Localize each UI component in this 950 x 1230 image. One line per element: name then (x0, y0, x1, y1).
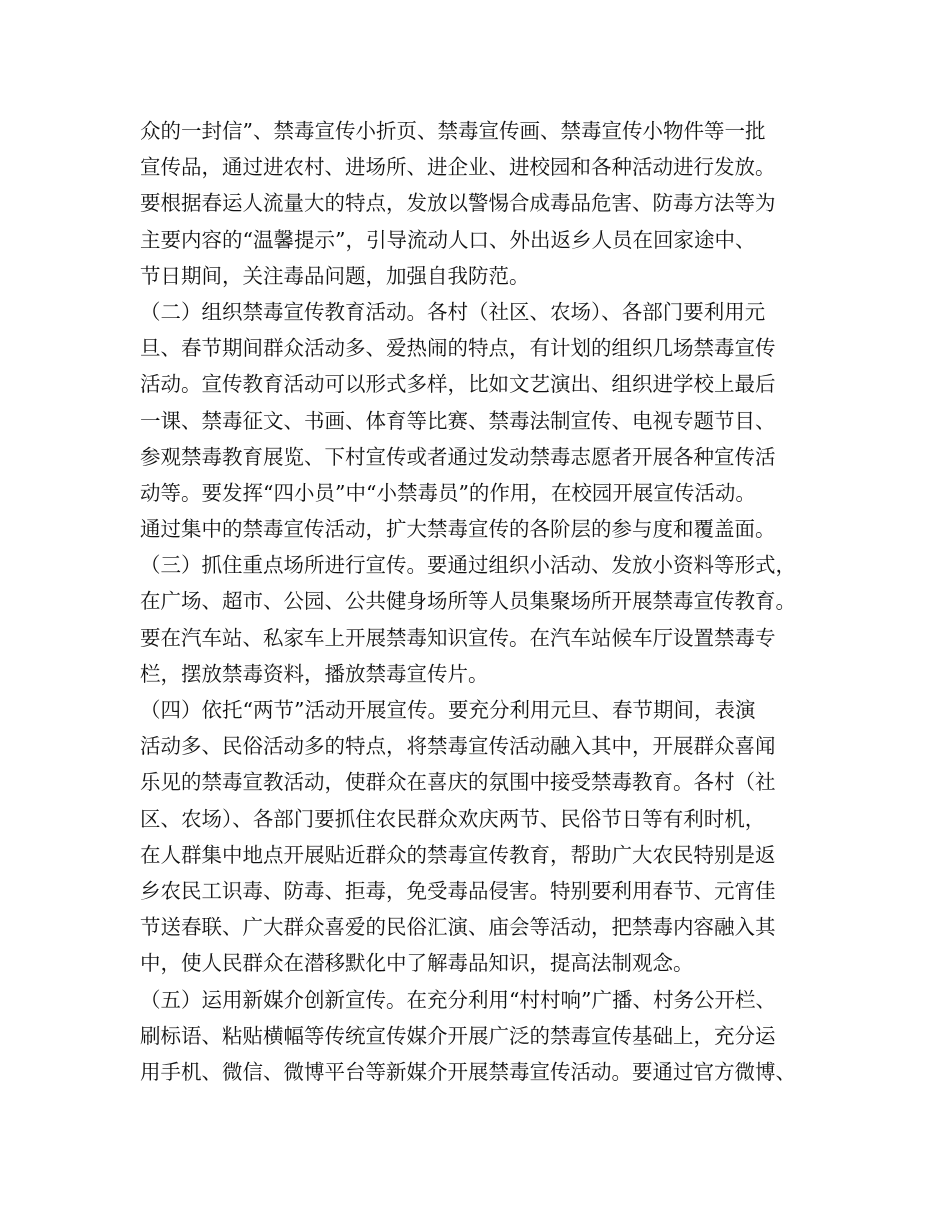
text-line: 宣传品，通过进农村、进场所、进企业、进校园和各种活动进行发放。 (140, 155, 776, 180)
text-line: 节送春联、广大群众喜爱的民俗汇演、庙会等活动，把禁毒内容融入其 (140, 915, 776, 940)
section-heading-line: （五）运用新媒介创新宣传。在充分利用“村村响”广播、村务公开栏、 (140, 987, 776, 1012)
text-line: 在广场、超市、公园、公共健身场所等人员集聚场所开展禁毒宣传教育。 (140, 589, 796, 614)
text-line: 栏，摆放禁毒资料，播放禁毒宣传片。 (140, 661, 489, 686)
text-line: 中，使人民群众在潜移默化中了解毒品知识，提高法制观念。 (140, 951, 694, 976)
text-line: 乐见的禁毒宣教活动，使群众在喜庆的氛围中接受禁毒教育。各村（社 (140, 770, 776, 795)
text-line: 旦、春节期间群众活动多、爱热闹的特点，有计划的组织几场禁毒宣传 (140, 336, 776, 361)
text-line: 用手机、微信、微博平台等新媒介开展禁毒宣传活动。要通过官方微博、 (140, 1059, 796, 1084)
section-heading-line: （四）依托“两节”活动开展宣传。要充分利用元旦、春节期间，表演 (140, 698, 756, 722)
text-line: 在人群集中地点开展贴近群众的禁毒宣传教育，帮助广大农民特别是返 (140, 842, 776, 867)
text-line: 众的一封信”、禁毒宣传小折页、禁毒宣传画、禁毒宣传小物件等一批 (140, 119, 766, 143)
text-line: 要根据春运人流量大的特点，发放以警惕合成毒品危害、防毒方法等为 (140, 191, 776, 216)
text-line: 刷标语、粘贴横幅等传统宣传媒介开展广泛的禁毒宣传基础上，充分运 (140, 1023, 776, 1048)
section-heading-line: （二）组织禁毒宣传教育活动。各村（社区、农场）、各部门要利用元 (140, 299, 766, 324)
text-line: 活动多、民俗活动多的特点，将禁毒宣传活动融入其中，开展群众喜闻 (140, 734, 776, 759)
document-body (140, 113, 830, 1090)
text-line: 节日期间，关注毒品问题，加强自我防范。 (140, 263, 530, 288)
text-line: 参观禁毒教育展览、下村宣传或者通过发动禁毒志愿者开展各种宣传活 (140, 444, 776, 469)
text-line: 通过集中的禁毒宣传活动，扩大禁毒宣传的各阶层的参与度和覆盖面。 (140, 517, 776, 542)
text-line: 活动。宣传教育活动可以形式多样，比如文艺演出、组织进学校上最后 (140, 372, 776, 397)
text-line: 动等。要发挥“四小员”中“小禁毒员”的作用，在校园开展宣传活动。 (140, 480, 756, 505)
text-line: 乡农民工识毒、防毒、拒毒，免受毒品侵害。特别要利用春节、元宵佳 (140, 878, 776, 903)
section-heading-line: （三）抓住重点场所进行宣传。要通过组织小活动、发放小资料等形式， (140, 553, 796, 578)
text-line: 主要内容的“温馨提示”，引导流动人口、外出返乡人员在回家途中、 (140, 227, 756, 252)
text-line: 区、农场）、各部门要抓住农民群众欢庆两节、民俗节日等有利时机， (140, 806, 766, 831)
text-line: 一课、禁毒征文、书画、体育等比赛、禁毒法制宣传、电视专题节目、 (140, 408, 776, 433)
text-line: 要在汽车站、私家车上开展禁毒知识宣传。在汽车站候车厅设置禁毒专 (140, 625, 776, 650)
